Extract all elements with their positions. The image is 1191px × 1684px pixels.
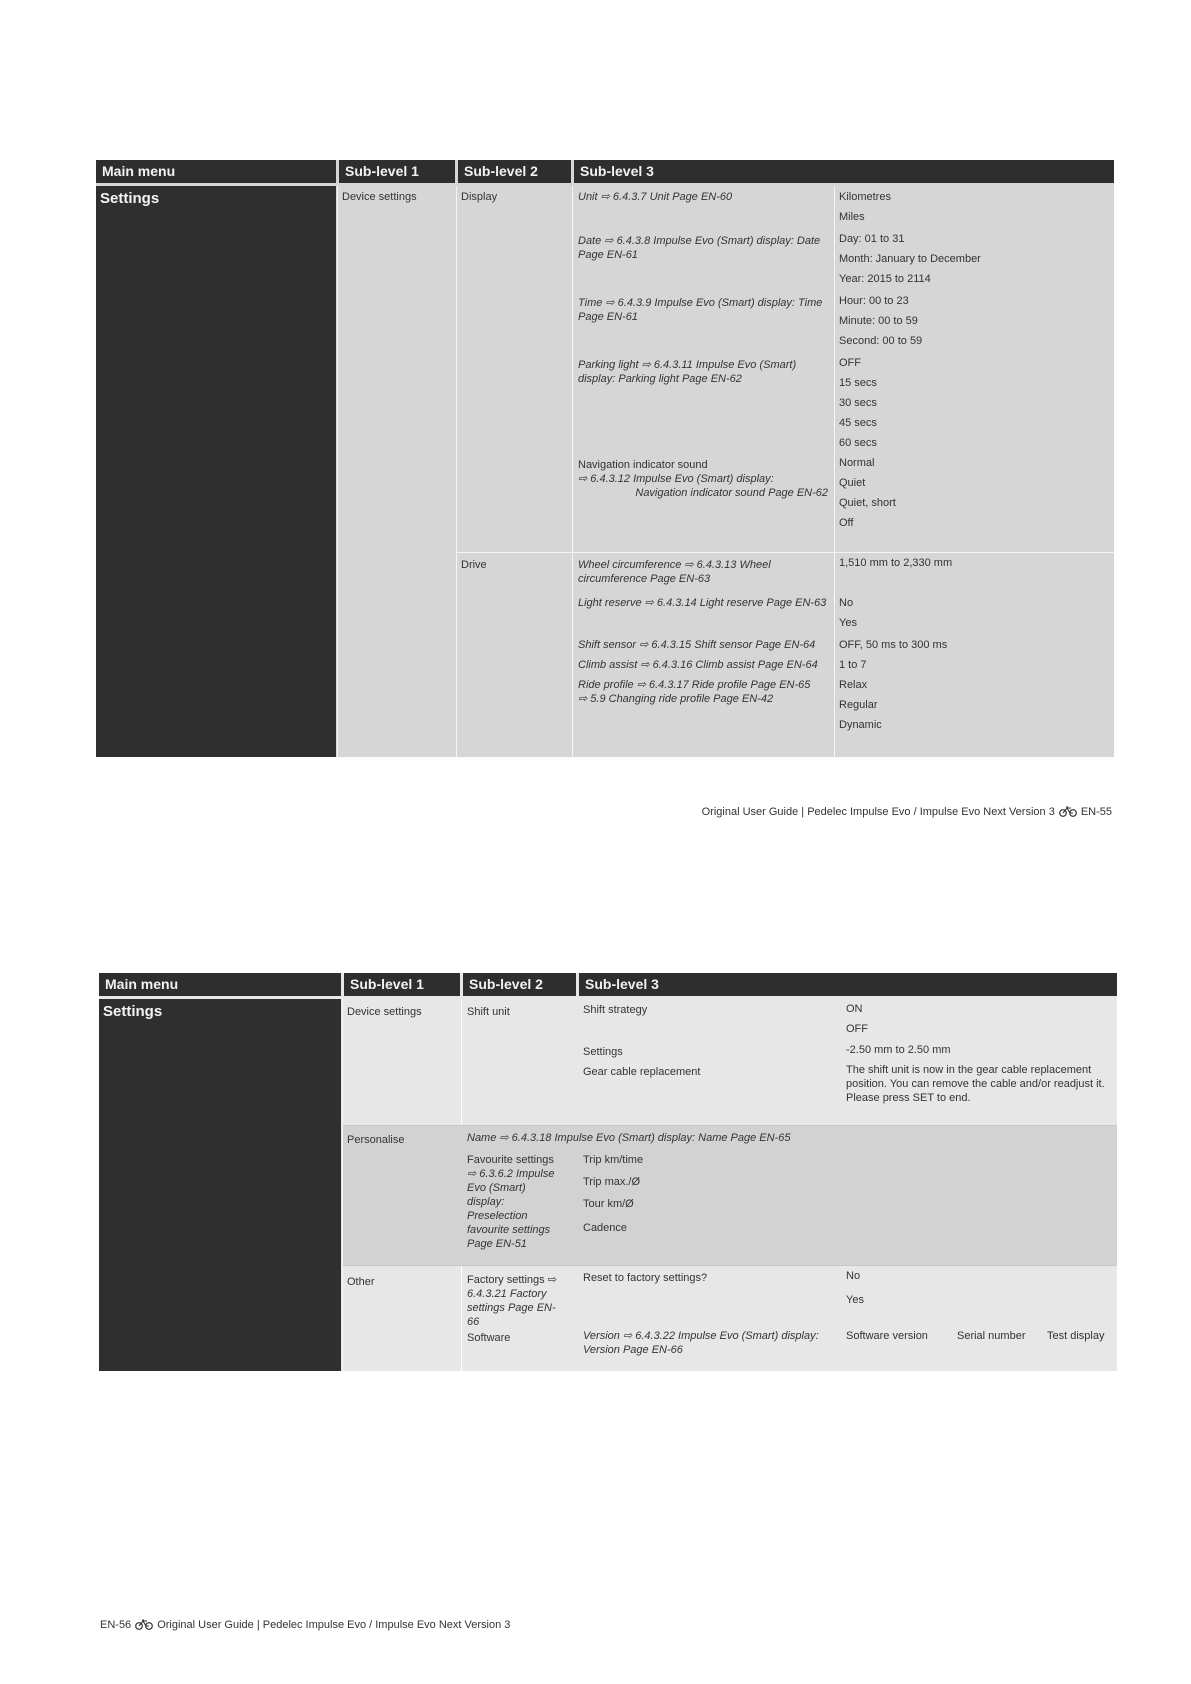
date-value: Day: 01 to 31 (839, 233, 905, 245)
ride-value: Dynamic (839, 719, 882, 731)
wheel-label: Wheel circumference ⇨ 6.4.3.13 Wheel circumference Page EN-63 (578, 559, 771, 585)
header-sub-level-1: Sub-level 1 (339, 160, 455, 183)
favourite-value: Trip km/time (583, 1154, 644, 1166)
unit-label: Unit ⇨ 6.4.3.7 Unit Page EN-60 (578, 191, 733, 203)
shift-strategy-label: Shift strategy (583, 1004, 648, 1016)
shift-sensor-label: Shift sensor ⇨ 6.4.3.15 Shift sensor Page EN-64 (578, 639, 816, 651)
footer-page-number: EN-55 (1080, 806, 1112, 818)
reset-value: Yes (846, 1294, 864, 1306)
shift-strategy-value: ON (846, 1003, 863, 1015)
favourite-settings-label: Favourite settings (467, 1154, 554, 1166)
time-label: Time ⇨ 6.4.3.9 Impulse Evo (Smart) display: Time Page EN-61 (578, 297, 823, 323)
reset-label: Reset to factory settings? (583, 1272, 708, 1284)
settings-label: Settings (583, 1046, 623, 1058)
factory-settings-ref: 6.4.3.21 Factory settings Page EN-66 (467, 1288, 556, 1328)
header-main-menu: Main menu (99, 973, 341, 996)
header-sub-level-3: Sub-level 3 (574, 160, 1114, 183)
light-value: No (839, 597, 854, 609)
nav-value: Off (839, 517, 854, 529)
parking-value: 60 secs (839, 437, 877, 449)
sub1-device-settings: Device settings (342, 191, 417, 203)
main-menu-cell (96, 186, 336, 757)
gear-cable-value: The shift unit is now in the gear cable replacement position. You can remove the cable and/or readjust it. Please press SET to end. (846, 1064, 1105, 1104)
version-ref: Version ⇨ 6.4.3.22 Impulse Evo (Smart) display: (583, 1330, 819, 1342)
climb-value: 1 to 7 (839, 659, 867, 671)
sub1-device-settings: Device settings (347, 1006, 422, 1018)
parking-value: 45 secs (839, 417, 877, 429)
footer-text: Original User Guide | Pedelec Impulse Evo / Impulse Evo Next Version 3 (157, 1619, 511, 1631)
main-label-settings: Settings (100, 190, 160, 207)
sub1-other: Other (347, 1276, 375, 1288)
header-main-menu: Main menu (96, 160, 336, 183)
sub2-display: Display (461, 191, 498, 203)
page-footer-top (702, 806, 1112, 818)
ride-profile-ref: ⇨ 5.9 Changing ride profile Page EN-42 (578, 693, 774, 705)
wheel-value: 1,510 mm to 2,330 mm (839, 557, 953, 569)
reset-value: No (846, 1270, 861, 1282)
settings-value: -2.50 mm to 2.50 mm (846, 1044, 951, 1056)
unit-value: Kilometres (839, 191, 891, 203)
date-value: Month: January to December (839, 253, 981, 265)
footer-text: Original User Guide | Pedelec Impulse Evo / Impulse Evo Next Version 3 (701, 806, 1055, 818)
header-sub-level-1: Sub-level 1 (344, 973, 460, 996)
nav-sound-label: Navigation indicator sound (578, 459, 708, 471)
ride-value: Relax (839, 679, 868, 691)
name-row: Name ⇨ 6.4.3.18 Impulse Evo (Smart) display: Name Page EN-65 (467, 1132, 791, 1144)
time-value: Minute: 00 to 59 (839, 315, 918, 327)
ride-profile-label: Ride profile ⇨ 6.4.3.17 Ride profile Page EN-65 (578, 679, 811, 691)
main-label-settings: Settings (103, 1003, 163, 1020)
parking-value: 15 secs (839, 377, 877, 389)
gear-cable-label: Gear cable replacement (583, 1066, 701, 1078)
favourite-value: Cadence (583, 1222, 628, 1234)
software-label: Software (467, 1332, 511, 1344)
nav-sound-ref: ⇨ 6.4.3.12 Impulse Evo (Smart) display: (578, 473, 774, 485)
favourite-settings-ref: ⇨ 6.3.6.2 Impulse Evo (Smart) display: Preselection favourite settings Page EN-51 (467, 1168, 555, 1250)
settings-table-1 (96, 160, 1114, 757)
sub2-shift-unit: Shift unit (467, 1006, 510, 1018)
factory-settings-label: Factory settings ⇨ (467, 1274, 557, 1286)
shift-value: OFF, 50 ms to 300 ms (839, 639, 948, 651)
date-value: Year: 2015 to 2114 (839, 273, 931, 285)
nav-value: Quiet (839, 477, 866, 489)
favourite-value: Tour km/Ø (583, 1198, 634, 1210)
header-sub-level-2: Sub-level 2 (458, 160, 571, 183)
parking-value: OFF (839, 357, 861, 369)
ride-value: Regular (839, 699, 878, 711)
bicycle-icon (1059, 806, 1077, 818)
settings-table-2 (99, 973, 1117, 1371)
bicycle-icon (135, 1619, 153, 1631)
parking-light-label: Parking light ⇨ 6.4.3.11 Impulse Evo (Smart) display: Parking light Page EN-62 (578, 359, 797, 385)
sub1-personalise: Personalise (347, 1134, 405, 1146)
nav-sound-ref: Navigation indicator sound Page EN-62 (635, 487, 828, 499)
date-label: Date ⇨ 6.4.3.8 Impulse Evo (Smart) display: Date Page EN-61 (578, 235, 821, 261)
time-value: Hour: 00 to 23 (839, 295, 909, 307)
software-value: Serial number (957, 1330, 1026, 1342)
unit-value: Miles (839, 211, 865, 223)
version-ref: Version Page EN-66 (583, 1344, 683, 1356)
nav-value: Normal (839, 457, 875, 469)
climb-assist-label: Climb assist ⇨ 6.4.3.16 Climb assist Page EN-64 (578, 659, 818, 671)
shift-strategy-value: OFF (846, 1023, 868, 1035)
software-value: Test display (1047, 1330, 1105, 1342)
time-value: Second: 00 to 59 (839, 335, 923, 347)
header-sub-level-3: Sub-level 3 (579, 973, 1117, 996)
favourite-value: Trip max./Ø (583, 1176, 641, 1188)
light-reserve-label: Light reserve ⇨ 6.4.3.14 Light reserve Page EN-63 (578, 597, 827, 609)
light-value: Yes (839, 617, 857, 629)
page-footer-bottom (100, 1619, 510, 1631)
nav-value: Quiet, short (839, 497, 896, 509)
parking-value: 30 secs (839, 397, 877, 409)
software-value: Software version (846, 1330, 928, 1342)
header-sub-level-2: Sub-level 2 (463, 973, 576, 996)
main-menu-cell (99, 999, 341, 1371)
footer-page-number: EN-56 (100, 1619, 132, 1631)
sub2-drive: Drive (461, 559, 487, 571)
